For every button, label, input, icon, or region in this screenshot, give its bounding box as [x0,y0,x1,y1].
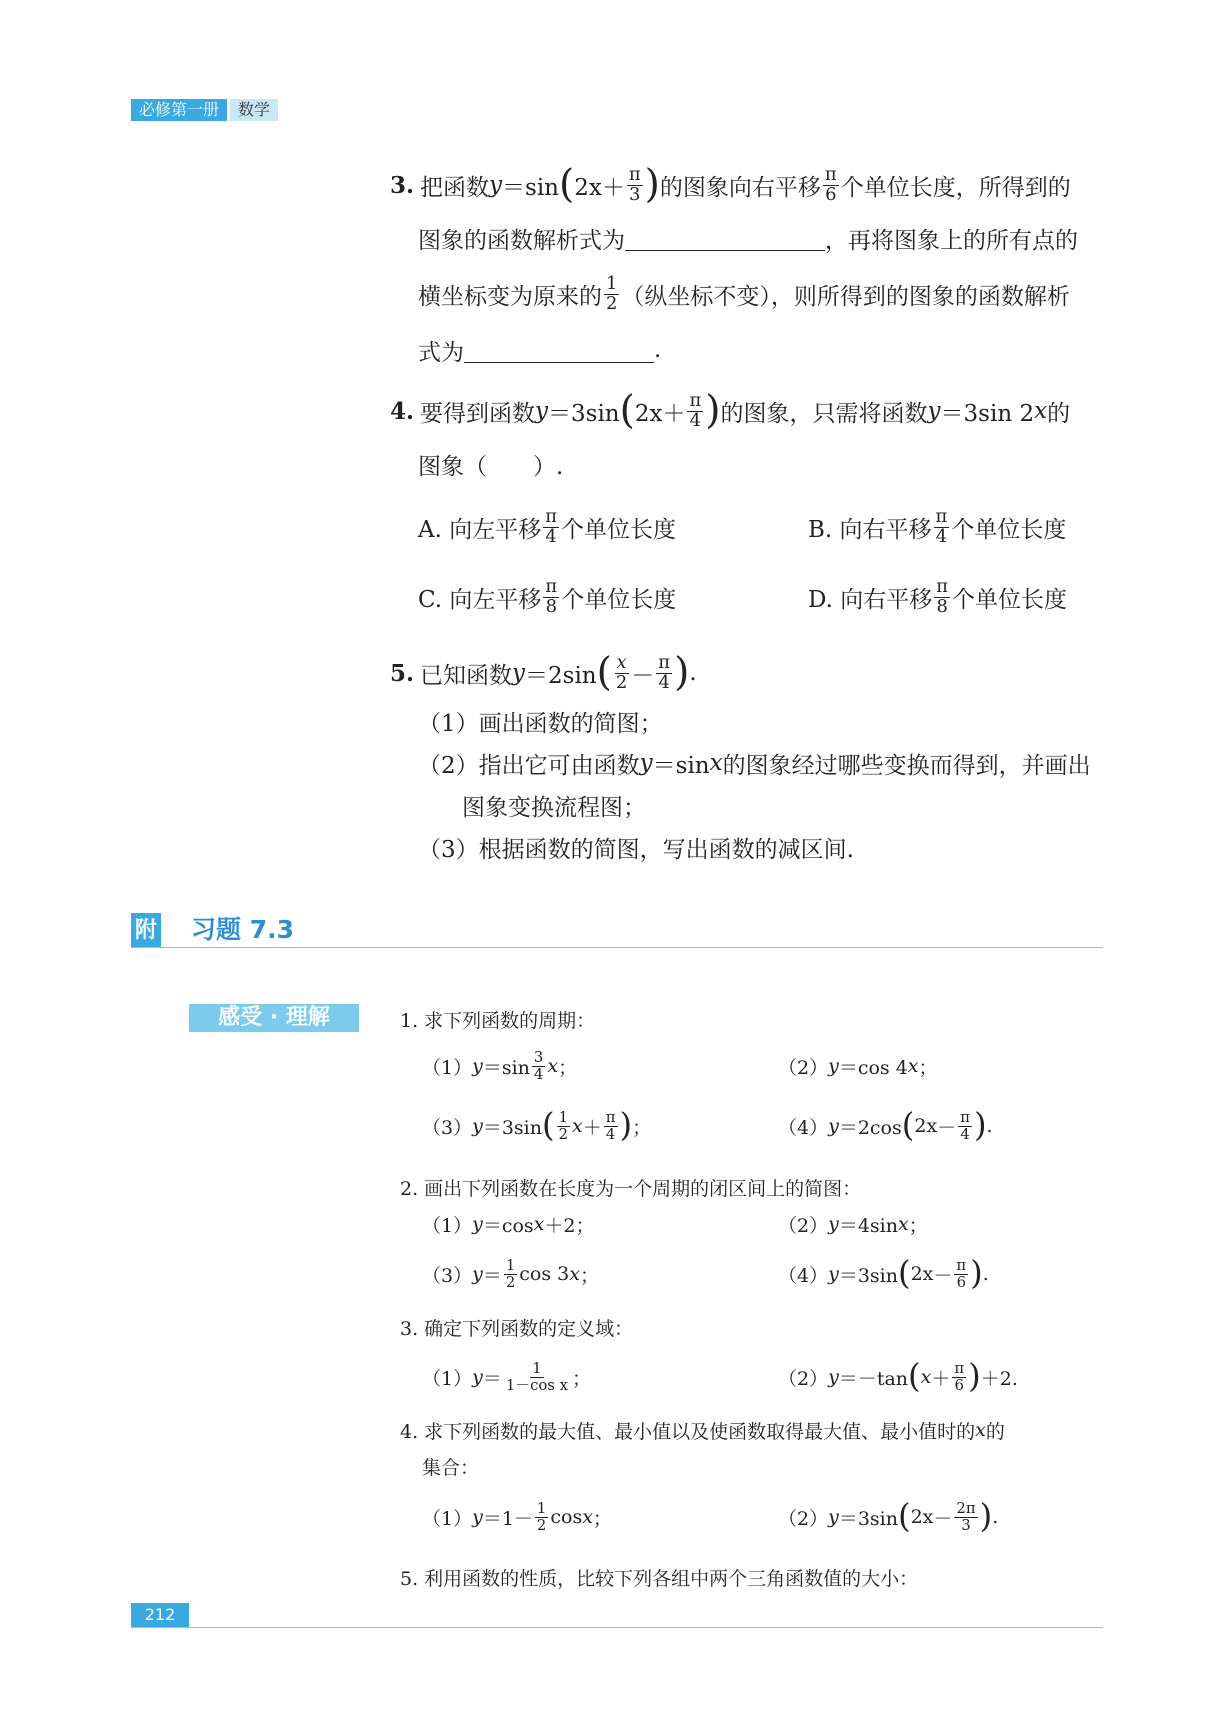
question-5 [390,646,1110,868]
fraction [532,1050,545,1082]
fraction [604,1110,618,1142]
numerator: 1 [505,1256,516,1274]
var: y [828,1055,839,1077]
fraction [954,1501,977,1533]
expr: ＝sin [482,1056,530,1079]
expr: ＝3sin [838,1507,898,1530]
expr: ＋ [582,1116,602,1139]
option-text: 个单位长度 [952,586,1068,613]
paren: ( [596,650,612,696]
item-number: （1） [422,1056,473,1079]
paren: ( [541,1106,555,1145]
var: x [920,1366,932,1388]
header-book: 必修第一册 [131,99,227,121]
numerator: π [545,505,558,527]
option-text: 个单位长度 [561,586,677,613]
q3-text: 的图象向右平移 [659,174,821,201]
ex3-item-2 [778,1357,1018,1396]
q4-text: 要得到函数 [420,400,536,427]
var: y [828,1506,839,1528]
page-number: 212 [131,1603,189,1627]
fraction [543,505,559,547]
denominator: 4 [689,409,702,431]
q4-var: x [1034,398,1048,424]
running-header [131,99,278,121]
q3-var: y [489,172,503,198]
expr: ； [579,1264,599,1287]
ex2-item-1 [422,1211,778,1238]
var: y [828,1263,839,1285]
var: y [472,1506,483,1528]
answer-blank[interactable] [625,225,825,251]
item-number: （4） [778,1264,829,1287]
denominator: 4 [533,1065,544,1083]
q4-text: 的图象，只需将函数 [720,400,928,427]
q5-minus: － [631,662,655,689]
var: x [897,1213,909,1235]
fraction [504,1258,517,1290]
paren: ( [897,1497,911,1536]
expr: . [992,1506,999,1528]
expr: ； [908,1214,928,1237]
expr: 2x [910,1263,934,1285]
q4-var: y [535,398,549,424]
section-header [131,913,1103,948]
paren: ) [705,388,721,434]
fraction [543,575,559,617]
option-text: A. 向左平移 [418,516,542,543]
numerator: 1 [606,272,618,294]
paren: ) [973,1106,987,1145]
q5-text: 图象变换流程图； [462,794,646,821]
numerator: π [545,575,558,597]
q3-text: （纵坐标不变），则所得到的图象的函数解析 [621,283,1070,310]
q3-arg: 2x＋ [574,174,625,201]
q3-sin: ＝sin [502,174,559,201]
option-text: B. 向右平移 [808,516,932,543]
expr: ＋2. [980,1367,1018,1390]
item-number: （2） [778,1507,829,1530]
expr: ； [592,1507,612,1530]
q5-sin: ＝2sin [525,662,597,689]
var: x [975,1419,986,1441]
q5-text: 的图象经过哪些变换而得到，并画出 [722,752,1091,779]
denominator: 2 [606,292,618,314]
paren: ( [619,388,635,434]
fraction [954,1258,968,1290]
q5-number: 5. [390,659,415,687]
expr: ＝－tan [838,1367,909,1390]
exercise-title: 2. 画出下列函数在长度为一个周期的闭区间上的简图： [400,1177,862,1200]
expr: ； [918,1056,938,1079]
denominator: 6 [956,1273,967,1291]
option-text: D. 向右平移 [808,586,933,613]
q3-text: 横坐标变为原来的 [418,283,602,310]
denominator: 4 [545,525,557,547]
expr: ＋ [931,1367,951,1390]
var: x [533,1213,545,1235]
question-4 [390,386,1110,632]
ex1-item-1 [422,1050,778,1082]
denominator: 8 [936,595,948,617]
category-label: 感受 · 理解 [189,1004,359,1032]
expr: 2x [914,1115,938,1137]
exercise-4 [400,1412,1120,1550]
exercise-3 [400,1310,1120,1410]
var: x [569,1263,580,1285]
q4-text: 的 [1047,400,1071,427]
fraction [557,1110,570,1142]
expr: cos [550,1506,583,1528]
paren: ( [908,1357,921,1396]
numerator: π [628,163,641,185]
numerator: 3 [533,1048,544,1066]
section-title: 习题 7.3 [191,915,294,944]
var: y [472,1366,483,1388]
expr: ＝3sin [482,1116,542,1139]
fraction [952,1361,966,1393]
fraction [614,651,629,693]
var: x [582,1506,593,1528]
q5-text: ＝sin [652,752,710,779]
option-a[interactable] [418,505,808,547]
denominator: 4 [960,1125,970,1143]
exercise-title: 4. 求下列函数的最大值、最小值以及使函数取得最大值、最小值时的 [400,1420,976,1443]
var: x [547,1055,559,1077]
var: y [828,1213,839,1235]
item-number: （3） [422,1116,473,1139]
exercise-2 [400,1170,1120,1304]
denominator: 3 [629,183,641,205]
expr: － [933,1507,953,1530]
numerator: π [960,1108,970,1126]
expr: ； [571,1367,591,1390]
expr: ＝3sin [838,1264,898,1287]
q5-sub-1: （1）画出函数的简图； [418,710,663,737]
expr: － [937,1116,957,1139]
fraction [535,1501,548,1533]
q4-number: 4. [390,397,415,425]
ex2-item-3 [422,1258,778,1290]
paren: ) [644,162,660,208]
q3-number: 3. [390,171,415,199]
q3-text: 把函数 [420,174,490,201]
expr: . [986,1115,993,1137]
exercise-title: 集合： [422,1456,480,1479]
q3-text: 图象的函数解析式为 [418,227,625,254]
paren: ) [979,1497,993,1536]
item-number: （2） [778,1367,829,1390]
var: y [472,1263,483,1285]
item-number: （2） [778,1214,829,1237]
expr: ； [632,1116,652,1139]
denominator: 2 [615,671,628,693]
item-number: （1） [422,1507,473,1530]
q4-sin: ＝3sin [548,400,620,427]
numerator: π [605,1108,616,1126]
expr: 2x [910,1506,934,1528]
numerator: π [935,505,948,527]
denominator: 4 [658,671,670,693]
q4-var: y [927,398,941,424]
q4-text: 图象（ ）. [418,453,564,480]
numerator: π [689,389,702,411]
q4-text: ＝3sin 2 [940,400,1035,427]
option-c[interactable] [418,575,808,617]
q3-text: ，再将图象上的所有点的 [825,227,1078,254]
expr: ＝2cos [838,1116,902,1139]
paren: ( [897,1254,911,1293]
ex1-item-4 [778,1106,993,1145]
fraction [627,163,643,205]
denominator: 6 [825,183,837,205]
var: y [828,1115,839,1137]
numerator: 2π [956,1499,976,1517]
section-tag: 附 [131,913,161,947]
expr: ＝4sin [838,1214,898,1237]
ex1-item-2 [778,1053,938,1080]
paren: ) [619,1106,633,1145]
q5-var: x [709,750,723,776]
fraction [604,272,619,314]
option-b[interactable] [808,505,1067,547]
paren: ) [968,1357,981,1396]
numerator: x [616,651,627,673]
numerator: 1 [558,1108,569,1126]
q5-text: 已知函数 [420,662,513,689]
item-number: （2） [778,1056,829,1079]
q5-sub-2: （2）指出它可由函数 [418,752,640,779]
numerator: π [936,575,949,597]
paren: ( [901,1106,915,1145]
q3-text: . [654,337,662,363]
q5-text: . [689,660,697,686]
q3-text: 式为 [418,339,464,366]
exercise-title: 1. 求下列函数的周期： [400,1009,596,1032]
var: x [907,1055,919,1077]
denominator: 3 [961,1516,971,1534]
fraction [934,505,950,547]
exercise-title: 3. 确定下列函数的定义域： [400,1317,634,1340]
denominator: 8 [545,595,558,617]
fraction [687,389,703,431]
header-subject: 数学 [230,99,278,121]
item-number: （1） [422,1367,473,1390]
expr: ＝1－ [482,1507,533,1530]
q3-text: 个单位长度，所得到的 [840,174,1071,201]
numerator: π [954,1359,965,1377]
expr: － [933,1264,953,1287]
denominator: 1－cos x [505,1376,568,1394]
expr: cos 3 [519,1263,570,1285]
denominator: 4 [935,525,948,547]
exercise-title: 5. 利用函数的性质，比较下列各组中两个三角函数值的大小： [400,1567,919,1590]
paren: ( [559,162,575,208]
q5-var: y [512,660,526,686]
var: y [472,1055,483,1077]
expr: ＝cos 4 [838,1056,908,1079]
fraction [656,651,672,693]
expr: . [982,1263,989,1285]
numerator: π [824,163,837,185]
item-number: （1） [422,1214,473,1237]
numerator: π [956,1256,967,1274]
denominator: 2 [558,1125,569,1143]
paren: ) [970,1254,983,1293]
ex1-item-3 [422,1106,778,1145]
answer-blank[interactable] [464,337,654,363]
var: y [828,1366,839,1388]
fraction [934,575,950,617]
var: x [572,1115,583,1137]
denominator: 6 [954,1376,964,1394]
expr: ＝ [482,1264,502,1287]
denominator: 2 [536,1516,547,1534]
numerator: 1 [532,1359,542,1377]
ex2-item-2 [778,1211,928,1238]
exercise-5 [400,1560,1120,1594]
item-number: （4） [778,1116,829,1139]
paren: ) [674,650,690,696]
item-number: （3） [422,1264,473,1287]
q5-var: y [639,750,653,776]
option-text: 个单位长度 [951,516,1067,543]
denominator: 2 [505,1273,516,1291]
q4-arg: 2x＋ [634,400,686,427]
q5-sub-3: （3）根据函数的简图，写出函数的减区间. [418,836,854,863]
exercise-title: 的 [985,1420,1005,1443]
denominator: 4 [605,1125,616,1143]
page-footer [131,1603,1103,1628]
expr: ＝cos [482,1214,534,1237]
expr: ＝ [482,1367,502,1390]
expr: ＋2； [544,1214,595,1237]
ex2-item-4 [778,1254,989,1293]
var: y [472,1213,483,1235]
fraction [958,1110,972,1142]
option-d[interactable] [808,575,1068,617]
option-text: 个单位长度 [561,516,677,543]
ex3-item-1 [422,1361,778,1393]
var: y [472,1115,483,1137]
numerator: 1 [536,1499,547,1517]
fraction [504,1361,570,1393]
exercise-1 [400,1002,1120,1156]
ex4-item-2 [778,1497,999,1536]
fraction [823,163,839,205]
ex4-item-1 [422,1501,778,1533]
question-3 [390,160,1110,378]
option-text: C. 向左平移 [418,586,542,613]
numerator: π [658,651,671,673]
expr: ； [558,1056,578,1079]
